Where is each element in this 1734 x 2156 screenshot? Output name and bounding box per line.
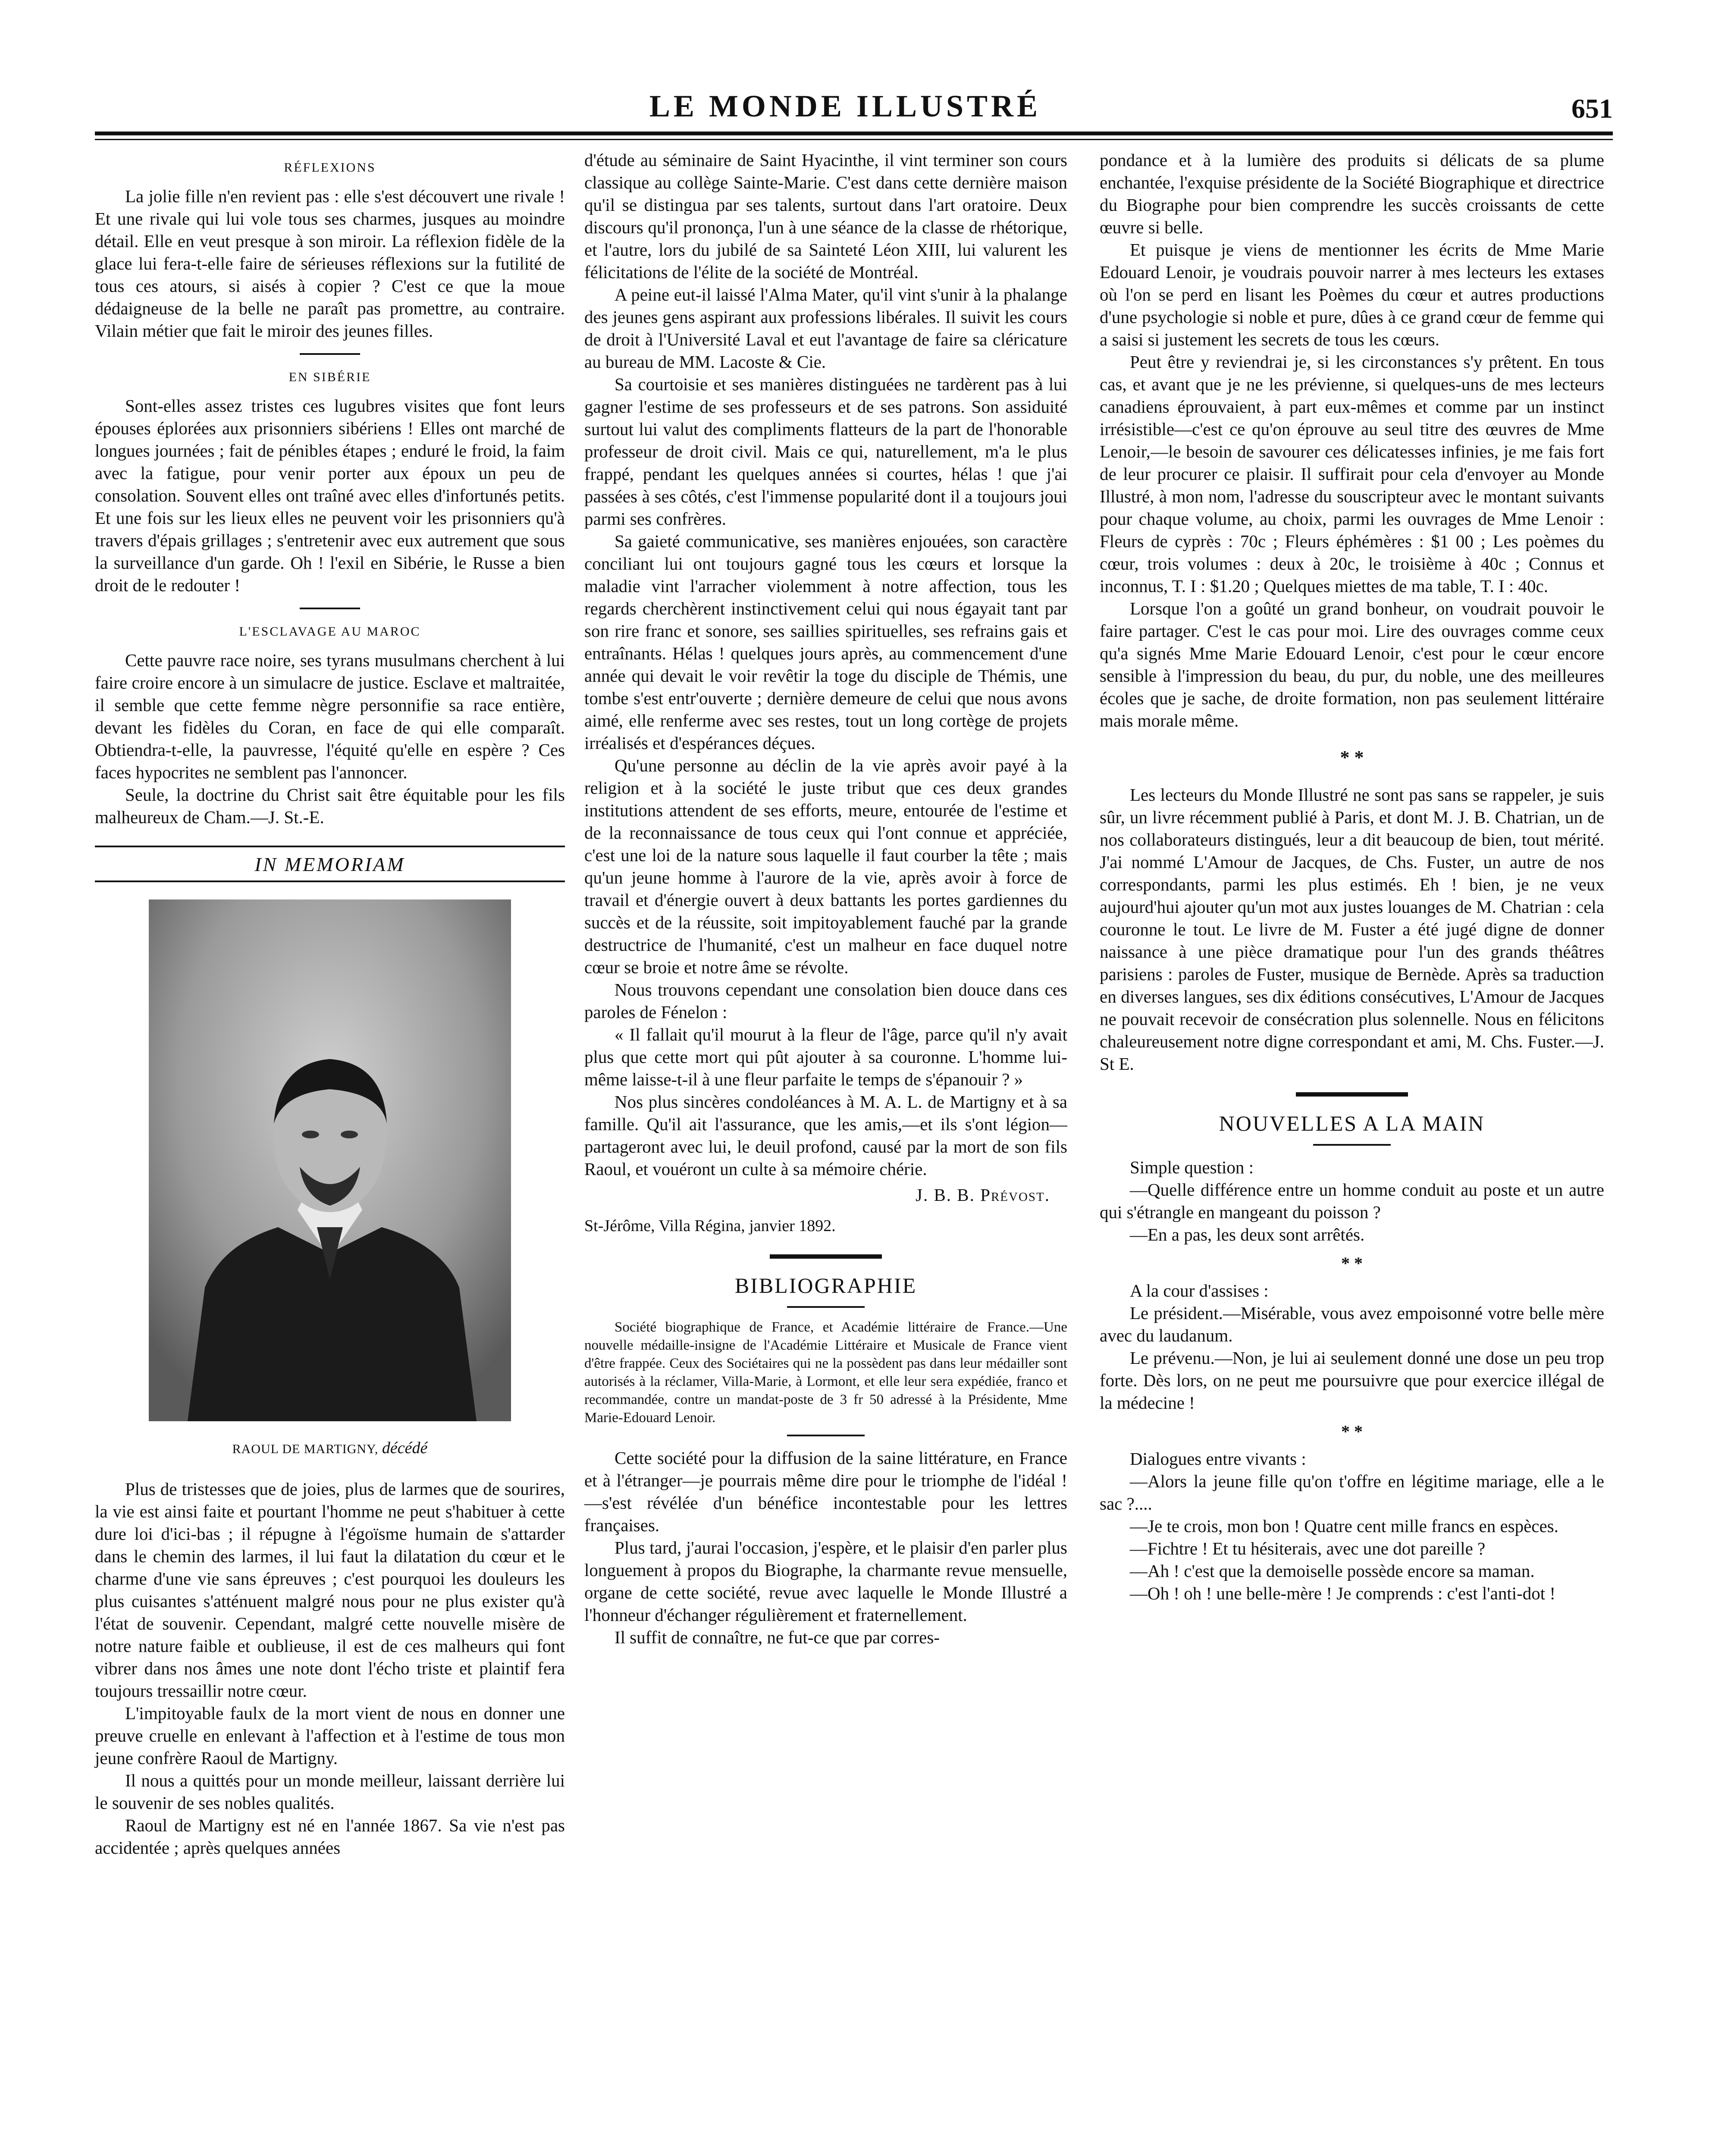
paragraph: Nous trouvons cependant une consolation bien douce dans ces paroles de Fénelon :	[584, 980, 1067, 1022]
paragraph: —Alors la jeune fille qu'on t'offre en légitime mariage, elle a le sac ?....	[1100, 1471, 1604, 1514]
nouvelles-title: NOUVELLES A LA MAIN	[1219, 1111, 1485, 1135]
paragraph: Raoul de Martigny est né en l'année 1867. Sa vie n'est pas accidentée ; après quelques années	[95, 1815, 565, 1858]
paragraph: Nos plus sincères condoléances à M. A. L. de Martigny et à sa famille. Qu'il ait l'assurance, que les amis,—et ils s'ont légion—partageront avec lui, le deuil profond, causé par la mort de son fils Raoul, et vouéront un culte à sa mémoire chérie.	[584, 1092, 1067, 1179]
paragraph: —Quelle différence entre un homme conduit au poste et un autre qui s'étrangle en mangeant du poisson ?	[1100, 1180, 1604, 1222]
column-1	[95, 149, 565, 1859]
paragraph: —Oh ! oh ! une belle-mère ! Je comprends : c'est l'anti-dot !	[1130, 1583, 1556, 1603]
column-2	[584, 149, 1067, 1648]
paragraph: Il suffit de connaître, ne fut-ce que par corres-	[615, 1627, 940, 1647]
paragraph: Plus tard, j'aurai l'occasion, j'espère, et le plaisir d'en parler plus longuement à propos du Biographe, la charmante revue mensuelle, organe de cette société, revue avec laquelle le Monde Illustré a l'honneur d'échanger régulièrement et fraternellement.	[584, 1538, 1067, 1625]
asterism: * *	[1341, 1422, 1363, 1441]
section-divider	[770, 1254, 882, 1259]
paragraph: Lorsque l'on a goûté un grand bonheur, on voudrait pouvoir le faire partager. C'est le cas pour moi. Lire des ouvrages comme ceux qu'a signés Mme Marie Edouard Lenoir, c'est pour le cœur encore sensible à l'impression du beau, du pur, du noble, une des meilleures écoles que je sache, de droite formation, non pas seulement littéraire mais morale même.	[1100, 599, 1604, 730]
section-title-siberie: EN SIBÉRIE	[288, 370, 371, 384]
paragraph: Cette société pour la diffusion de la saine littérature, en France et à l'étranger—je pourrais même dire pour le triomphe de l'idéal !—s'est révélée d'un bénéfice incontestable pour les lettres françaises.	[584, 1448, 1067, 1535]
paragraph: Peut être y reviendrai je, si les circonstances s'y prêtent. En tous cas, et avant que je ne les prévienne, si quelques-uns de mes lecteurs canadiens éprouvaient, à part eux-mêmes et comme par un instinct irrésistible—c'est ce qu'on éprouve au seul titre des œuvres de Mme Lenoir,—le besoin de savourer ces délicatesses infinies, je me fais fort de leur procurer ce plaisir. Il suffirait pour cela d'envoyer au Monde Illustré, à mon nom, l'adresse du souscripteur avec le montant suivants pour chaque volume, au choix, parmi les ouvrages de Mme Lenoir : Fleurs de cyprès : 70c ; Fleurs éphémères : $1 00 ; Les poèmes du cœur, trois volumes : deux à 20c, le troisième à 40c ; Connus et inconnus, T. I : $1.20 ; Quelques miettes de ma table, T. I : 40c.	[1100, 352, 1604, 596]
paragraph: A la cour d'assises :	[1130, 1281, 1269, 1300]
portrait-photo	[149, 899, 511, 1421]
paragraph: Simple question :	[1130, 1157, 1254, 1177]
paragraph: —Ah ! c'est que la demoiselle possède encore sa maman.	[1130, 1561, 1535, 1581]
masthead-rule	[95, 132, 1613, 135]
dateline: St-Jérôme, Villa Régina, janvier 1892.	[584, 1217, 836, 1235]
caption-name: RAOUL DE MARTIGNY,	[232, 1442, 379, 1456]
paragraph: Cette pauvre race noire, ses tyrans musulmans cherchent à lui faire croire encore à un simulacre de justice. Esclave et maltraitée, il semble que cette femme nègre personnifie sa race entière, devant les fidèles du Coran, en face de qui elle comparaît. Obtiendra-t-elle, la pauvresse, l'équité qu'elle en espère ? Ces faces hypocrites ne semblent pas l'annoncer.	[95, 650, 565, 782]
masthead-rule-thin	[95, 139, 1613, 140]
notice-small-print: Société biographique de France, et Académie littéraire de France.—Une nouvelle médaille-insigne de l'Académie Littéraire et Musicale de France vient d'être frappée. Ceux des Sociétaires qui ne la possèdent pas dans leur médailler sont autorisés à la réclamer, Villa-Marie, à Lormont, et elle leur sera expédiée, franco et recommandée, contre un mandat-poste de 3 fr 50 adressé à la Présidente, Mme Marie-Edouard Lenoir.	[584, 1319, 1067, 1426]
paragraph: Dialogues entre vivants :	[1130, 1449, 1306, 1469]
paragraph: Qu'une personne au déclin de la vie après avoir payé à la religion et à la société le juste tribut que ces deux grandes institutions attendent de ses efforts, meure, entourée de l'estime et de la reconnaissance de tous ceux qui l'ont connue et appréciée, c'est une loi de la nature sous laquelle il faut courber la tête ; mais qu'un jeune homme à l'aurore de la vie, après avoir à force de travail et d'énergie ouvert à deux battants les portes gardiennes du succès et de la réussite, soit impitoyablement fauché par la grande destructrice de l'humanité, c'est un malheur en face duquel notre cœur se broie et notre âme se révolte.	[584, 755, 1067, 977]
portrait-caption	[95, 1437, 565, 1460]
divider	[300, 353, 360, 355]
masthead-title: LE MONDE ILLUSTRÉ	[649, 89, 1041, 123]
paragraph: Le président.—Misérable, vous avez empoisonné votre belle mère avec du laudanum.	[1100, 1303, 1604, 1345]
portrait-image	[149, 899, 511, 1421]
quotation: « Il fallait qu'il mourut à la fleur de l'âge, parce qu'il n'y avait plus que cette mort qui pût ajouter à sa couronne. L'homme lui-même laisse-t-il à une fleur parfaite le temps de s'épanouir ? »	[584, 1025, 1067, 1089]
paragraph: Et puisque je viens de mentionner les écrits de Mme Marie Edouard Lenoir, je voudrais pouvoir narrer à mes lecteurs les extases où l'on se perd en lisant les Poèmes du cœur et autres productions d'une psychologie si noble et pure, dûes à ce grand cœur de femme qui a saisi si justement les secrets de tous les cœurs.	[1100, 240, 1604, 349]
divider	[787, 1435, 865, 1436]
paragraph: Les lecteurs du Monde Illustré ne sont pas sans se rappeler, je suis sûr, un livre récemment publié à Paris, et dont M. J. B. Chatrian, un de nos collaborateurs distingués, leur a dit beaucoup de bien, tout mérité. J'ai nommé L'Amour de Jacques, de Chs. Fuster, un autre de nos correspondants, parmi les plus estimés. Eh ! bien, je ne veux aujourd'hui ajouter qu'un mot aux justes louanges de M. Chatrian : cela couronne le tout. Le livre de M. Fuster a été jugé digne de donner naissance à une pièce dramatique pour l'un des grands théâtres parisiens : paroles de Fuster, musique de Bernède. Après sa traduction en diverses langues, ses dix éditions consécutives, L'Amour de Jacques ne pouvait recevoir de consécration plus solennelle. Nous en félicitons chaleureusement notre digne correspondant et ami, M. Chs. Fuster.—J. St E.	[1100, 785, 1604, 1074]
paragraph: d'étude au séminaire de Saint Hyacinthe, il vint terminer son cours classique au collège Sainte-Marie. C'est dans cette dernière maison qu'il se distingua par ses talents, surtout dans l'art oratoire. Deux discours qu'il prononça, l'un à une séance de la classe de rhétorique, et l'autre, lors du jubilé de sa Sainteté Léon XIII, lui valurent les félicitations de l'élite de la société de Montréal.	[584, 150, 1067, 282]
divider	[300, 608, 360, 609]
divider	[787, 1306, 865, 1308]
section-title-reflexions: RÉFLEXIONS	[284, 160, 376, 175]
paragraph: Seule, la doctrine du Christ sait être équitable pour les fils malheureux de Cham.—J. St.-E.	[95, 785, 565, 827]
page-number: 651	[1571, 93, 1613, 124]
in-memoriam-header	[95, 846, 565, 882]
paragraph: Sont-elles assez tristes ces lugubres visites que font leurs épouses éplorées aux prisonniers sibériens ! Elles ont marché de longues journées ; fait de pénibles étapes ; enduré le froid, la faim avec la fatigue, pour venir porter aux époux un peu de consolation. Souvent elles ont traîné avec elles d'infortunés petits. Et une fois sur les lieux elles ne peuvent voir les prisonniers qu'à travers d'épais grillages ; s'entretenir avec eux autrement que sous la surveillance d'un garde. Oh ! l'exil en Sibérie, le Russe a bien droit de le redouter !	[95, 396, 565, 595]
masthead	[95, 88, 1613, 132]
paragraph: A peine eut-il laissé l'Alma Mater, qu'il vint s'unir à la phalange des jeunes gens aspirant aux professions libérales. Il suivit les cours de droit à l'Université Laval et eut l'avantage de faire sa cléricature au bureau de MM. Lacoste & Cie.	[584, 285, 1067, 372]
asterism: * *	[1340, 747, 1364, 768]
signature: J. B. B. Prévost.	[916, 1185, 1050, 1205]
paragraph: L'impitoyable faulx de la mort vient de nous en donner une preuve cruelle en enlevant à l'affection et à l'estime de tous mon jeune confrère Raoul de Martigny.	[95, 1703, 565, 1768]
section-title-maroc: L'ESCLAVAGE AU MAROC	[239, 624, 421, 639]
paragraph: Sa gaieté communicative, ses manières enjouées, son caractère conciliant lui ont toujours gagné tous les cœurs et lorsque la maladie vint l'arracher violemment à notre affection, tous les regards cherchèrent instinctivement celui qui nous égayait tant par son rire franc et sonore, ses saillies spirituelles, ses refrains gais et entraînants. Hélas ! quelques jours après, au commencement d'une année qui devait le voir revêtir la toge du disciple de Thémis, une tombe s'est entr'ouverte ; dernière demeure de celui que nous avons aimé, elle renferme avec ses restes, tout un long cortège de projets irréalisés et d'espérances déçues.	[584, 531, 1067, 753]
paragraph: Il nous a quittés pour un monde meilleur, laissant derrière lui le souvenir de ses nobles qualités.	[95, 1771, 565, 1813]
section-divider	[1296, 1092, 1408, 1097]
bibliographie-title: BIBLIOGRAPHIE	[734, 1273, 917, 1297]
column-3	[1100, 149, 1604, 1604]
asterism: * *	[1341, 1253, 1363, 1273]
paragraph: —En a pas, les deux sont arrêtés.	[1130, 1225, 1365, 1244]
in-memoriam-title: IN MEMORIAM	[254, 853, 405, 875]
paragraph: —Fichtre ! Et tu hésiterais, avec une dot pareille ?	[1130, 1539, 1486, 1558]
divider	[1313, 1144, 1391, 1146]
paragraph: Le prévenu.—Non, je lui ai seulement donné une dose un peu trop forte. Dès lors, on ne peut me poursuivre que pour exercice illégal de la médecine !	[1100, 1348, 1604, 1413]
paragraph: —Je te crois, mon bon ! Quatre cent mille francs en espèces.	[1130, 1516, 1558, 1536]
caption-italic: décédé	[382, 1439, 428, 1457]
paragraph: La jolie fille n'en revient pas : elle s'est découvert une rivale ! Et une rivale qui lui vole tous ses charmes, jusques au moindre détail. Elle en veut presque à son miroir. La réflexion fidèle de la glace lui fera-t-elle faire de sérieuses réflexions sur la futilité de tous ces atours, si aisés à copier ? C'est ce que la moue dédaigneuse de la belle ne paraît pas promettre, au contraire. Vilain métier que fait le miroir des jeunes filles.	[95, 186, 565, 341]
paragraph: pondance et à la lumière des produits si délicats de sa plume enchantée, l'exquise présidente de la Société Biographique et directrice du Biographe pour bien comprendre les succès croissants de cette œuvre si belle.	[1100, 150, 1604, 237]
paragraph: Plus de tristesses que de joies, plus de larmes que de sourires, la vie est ainsi faite et pourtant l'homme ne peut s'habituer à cette dure loi d'ici-bas ; il répugne à l'égoïsme humain de s'attarder dans le chemin des larmes, il lui faut la dilatation du cœur et le charme d'une vie sans épreuves ; c'est pourquoi les douleurs les plus cuisantes s'atténuent malgré nous pour ne plus exister qu'à l'état de souvenir. Cependant, malgré cette nouvelle misère de notre nature faible et oublieuse, il est de ces malheurs qui font vibrer dans nos âmes une note dont l'écho triste et plaintif fera toujours tressaillir notre cœur.	[95, 1479, 565, 1701]
paragraph: Sa courtoisie et ses manières distinguées ne tardèrent pas à lui gagner l'estime de ses professeurs et de ses patrons. Son assiduité surtout lui valut des compliments flatteurs de la part de l'honorable professeur de droit civil. Mais ce qui, naturellement, m'a le plus frappé, pendant les quelques années si courtes, hélas ! que j'ai passées à ses côtés, c'est l'immense popularité dont il a toujours joui parmi ses confrères.	[584, 374, 1067, 529]
